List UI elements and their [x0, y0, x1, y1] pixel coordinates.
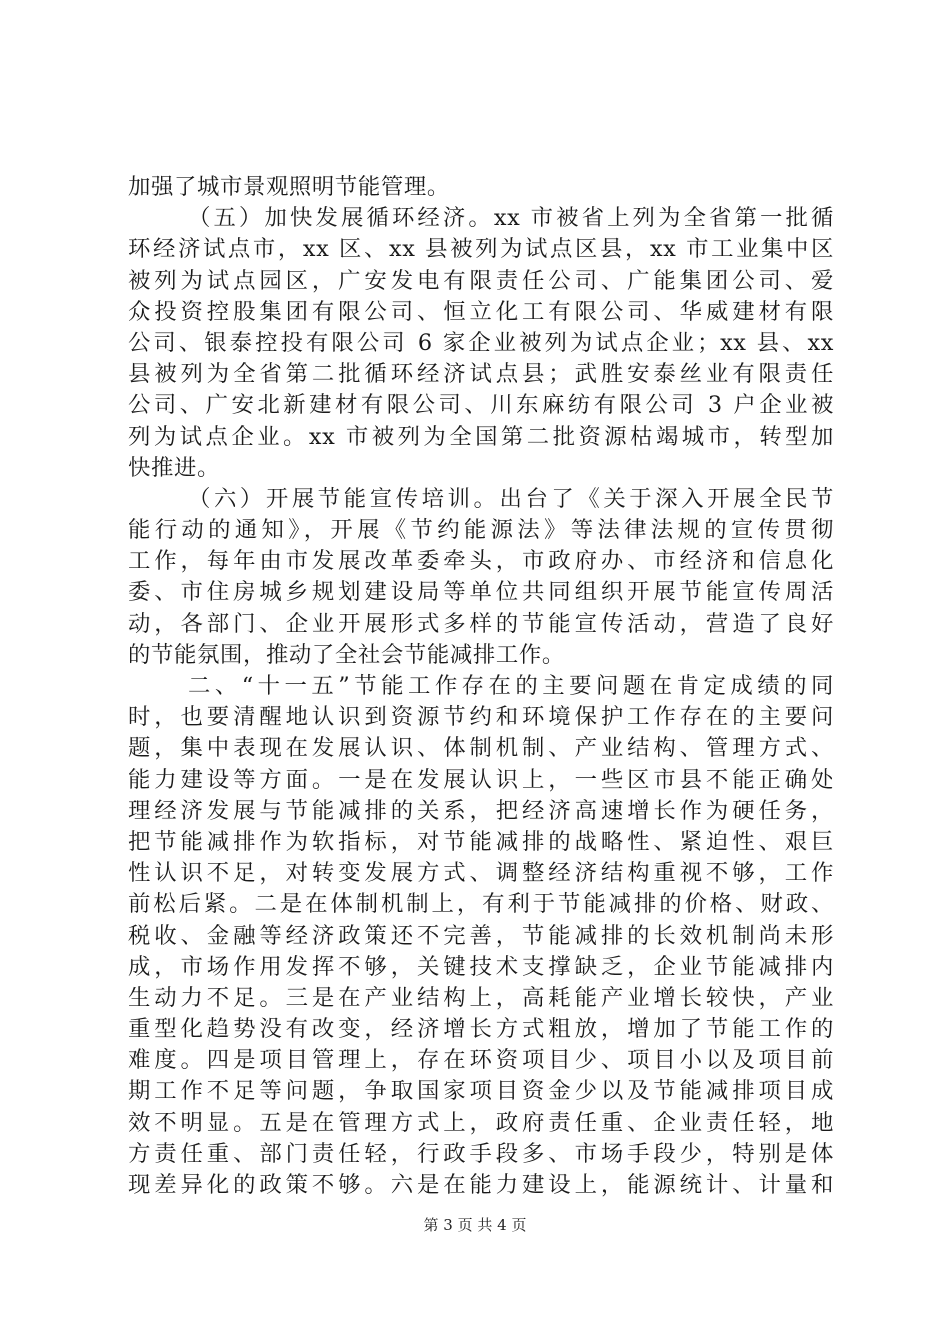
- text-line: 方责任重、部门责任轻，行政手段多、市场手段少，特别是体: [128, 1140, 834, 1167]
- text-line: 前松后紧。二是在体制机制上，有利于节能减排的价格、财政、: [128, 891, 834, 918]
- text-line: 列为试点企业。xx 市被列为全国第二批资源枯竭城市，转型加: [128, 423, 834, 450]
- text-line: 理经济发展与节能减排的关系，把经济高速增长作为硬任务，: [128, 797, 834, 824]
- text-line: 把节能减排作为软指标，对节能减排的战略性、紧迫性、艰巨: [128, 828, 834, 855]
- text-line: 加强了城市景观照明节能管理。: [128, 174, 450, 200]
- text-line: 公司、广安北新建材有限公司、川东麻纺有限公司 3 户企业被: [128, 392, 834, 419]
- text-line: 被列为试点园区，广安发电有限责任公司、广能集团公司、爱: [128, 267, 834, 294]
- text-line: （六）开展节能宣传培训。出台了《关于深入开展全民节: [188, 485, 834, 512]
- text-line: 的节能氛围，推动了全社会节能减排工作。: [128, 641, 565, 668]
- text-line: 动，各部门、企业开展形式多样的节能宣传活动，营造了良好: [128, 610, 834, 637]
- text-line: 成，市场作用发挥不够，关键技术支撑缺乏，企业节能减排内: [128, 953, 834, 980]
- text-line: 现差异化的政策不够。六是在能力建设上，能源统计、计量和: [128, 1172, 834, 1198]
- body-text: [128, 172, 834, 1201]
- text-line: 二、“十一五”节能工作存在的主要问题在肯定成绩的同: [188, 673, 834, 699]
- text-line: 题，集中表现在发展认识、体制机制、产业结构、管理方式、: [128, 735, 834, 762]
- text-line: 性认识不足，对转变发展方式、调整经济结构重视不够，工作: [128, 860, 834, 887]
- text-line: 期工作不足等问题，争取国家项目资金少以及节能减排项目成: [128, 1078, 834, 1105]
- text-line: 环经济试点市，xx 区、xx 县被列为试点区县，xx 市工业集中区: [128, 236, 834, 263]
- text-line: （五）加快发展循环经济。xx 市被省上列为全省第一批循: [188, 205, 834, 232]
- text-line: 公司、银泰控投有限公司 6 家企业被列为试点企业；xx 县、xx: [128, 329, 834, 356]
- text-line: 众投资控股集团有限公司、恒立化工有限公司、华威建材有限: [128, 298, 834, 325]
- text-line: 能力建设等方面。一是在发展认识上，一些区市县不能正确处: [128, 766, 834, 793]
- text-line: 难度。四是项目管理上，存在环资项目少、项目小以及项目前: [128, 1047, 834, 1074]
- text-line: 委、市住房城乡规划建设局等单位共同组织开展节能宣传周活: [128, 579, 834, 606]
- text-line: 时，也要清醒地认识到资源节约和环境保护工作存在的主要问: [128, 704, 834, 731]
- text-line: 快推进。: [128, 454, 220, 481]
- text-line: 能行动的通知》，开展《节约能源法》等法律法规的宣传贯彻: [128, 517, 834, 544]
- page-footer: 第 3 页 共 4 页: [423, 1216, 527, 1234]
- text-line: 生动力不足。三是在产业结构上，高耗能产业增长较快，产业: [128, 984, 834, 1011]
- text-line: 县被列为全省第二批循环经济试点县；武胜安泰丝业有限责任: [128, 361, 834, 388]
- text-line: 税收、金融等经济政策还不完善，节能减排的长效机制尚未形: [128, 922, 834, 949]
- text-line: 效不明显。五是在管理方式上，政府责任重、企业责任轻，地: [128, 1109, 834, 1136]
- text-line: 重型化趋势没有改变，经济增长方式粗放，增加了节能工作的: [128, 1016, 834, 1043]
- text-line: 工作，每年由市发展改革委牵头，市政府办、市经济和信息化: [128, 548, 834, 575]
